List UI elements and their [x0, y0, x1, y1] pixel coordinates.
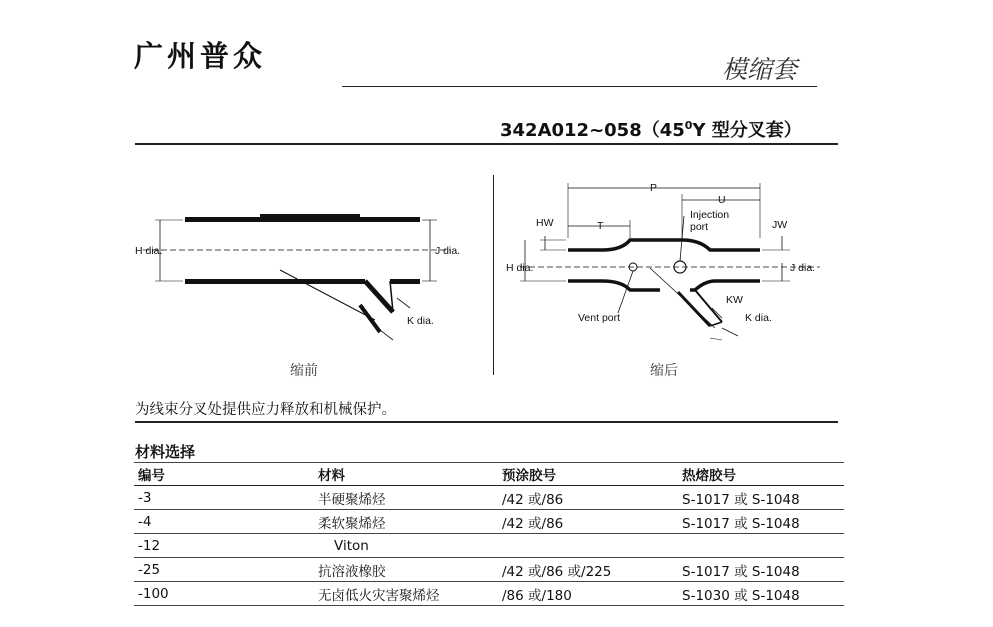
materials-table	[134, 462, 844, 606]
after-h-dia: H dia.	[506, 262, 534, 274]
model-title: $342A012\sim 058(45^0Y$ 型分叉套）	[500, 119, 802, 141]
cell-hotmelt: S-1017 或 S-1048	[678, 486, 844, 510]
cell-code: -4	[134, 510, 314, 534]
cell-hotmelt	[678, 534, 844, 558]
cell-code: -12	[134, 534, 314, 558]
caption-before: 缩前	[290, 363, 318, 379]
after-kw: KW	[726, 294, 743, 306]
after-j-dia: J dia.	[790, 262, 816, 274]
before-k-dia: K dia.	[407, 315, 434, 327]
after-injection-1: Injection	[690, 209, 730, 221]
before-j-dia: J dia.	[435, 245, 461, 257]
table-row	[134, 558, 844, 582]
table-row	[134, 582, 844, 606]
header-rule	[342, 86, 817, 87]
cell-precoat	[498, 534, 678, 558]
diagram-before	[135, 180, 480, 380]
after-t: T	[597, 220, 604, 232]
materials-title: 材料选择	[135, 443, 196, 461]
cell-code: -3	[134, 486, 314, 510]
after-p: P	[650, 182, 658, 194]
before-h-dia: H dia.	[135, 245, 163, 257]
diagram-after	[500, 178, 830, 358]
header-precoat-adhesive: 预涂胶号	[498, 463, 678, 486]
cell-material: 柔软聚烯烃	[314, 510, 498, 534]
description-rule	[135, 421, 838, 423]
cell-precoat: /42 或/86	[498, 486, 678, 510]
cell-precoat: /86 或/180	[498, 582, 678, 606]
header-code: 编号	[134, 463, 314, 486]
table-row	[134, 510, 844, 534]
cell-material: 半硬聚烯烃	[314, 486, 498, 510]
table-header-row	[134, 463, 844, 486]
caption-after: 缩后	[650, 363, 678, 379]
after-hw: HW	[536, 217, 554, 229]
after-vent-port: Vent port	[578, 312, 621, 324]
product-category: 模缩套	[722, 55, 798, 84]
cell-code: -25	[134, 558, 314, 582]
after-k-dia: K dia.	[745, 312, 772, 324]
title-rule	[135, 143, 838, 145]
cell-material: 无卤低火灾害聚烯烃	[314, 582, 498, 606]
table-row	[134, 534, 844, 558]
cell-material: Viton	[314, 534, 498, 558]
cell-hotmelt: S-1017 或 S-1048	[678, 558, 844, 582]
company-name: 广州普众	[134, 39, 267, 73]
after-jw: JW	[772, 219, 788, 231]
table-row	[134, 486, 844, 510]
figure-divider	[493, 175, 494, 375]
cell-precoat: /42 或/86 或/225	[498, 558, 678, 582]
product-description: 为线束分叉处提供应力释放和机械保护。	[135, 402, 396, 418]
header-material: 材料	[314, 463, 498, 486]
cell-code: -100	[134, 582, 314, 606]
cell-hotmelt: S-1017 或 S-1048	[678, 510, 844, 534]
after-injection-2: port	[690, 221, 709, 233]
header-hotmelt-adhesive: 热熔胶号	[678, 463, 844, 486]
cell-material: 抗溶液橡胶	[314, 558, 498, 582]
cell-precoat: /42 或/86	[498, 510, 678, 534]
cell-hotmelt: S-1030 或 S-1048	[678, 582, 844, 606]
after-u: U	[718, 194, 726, 206]
